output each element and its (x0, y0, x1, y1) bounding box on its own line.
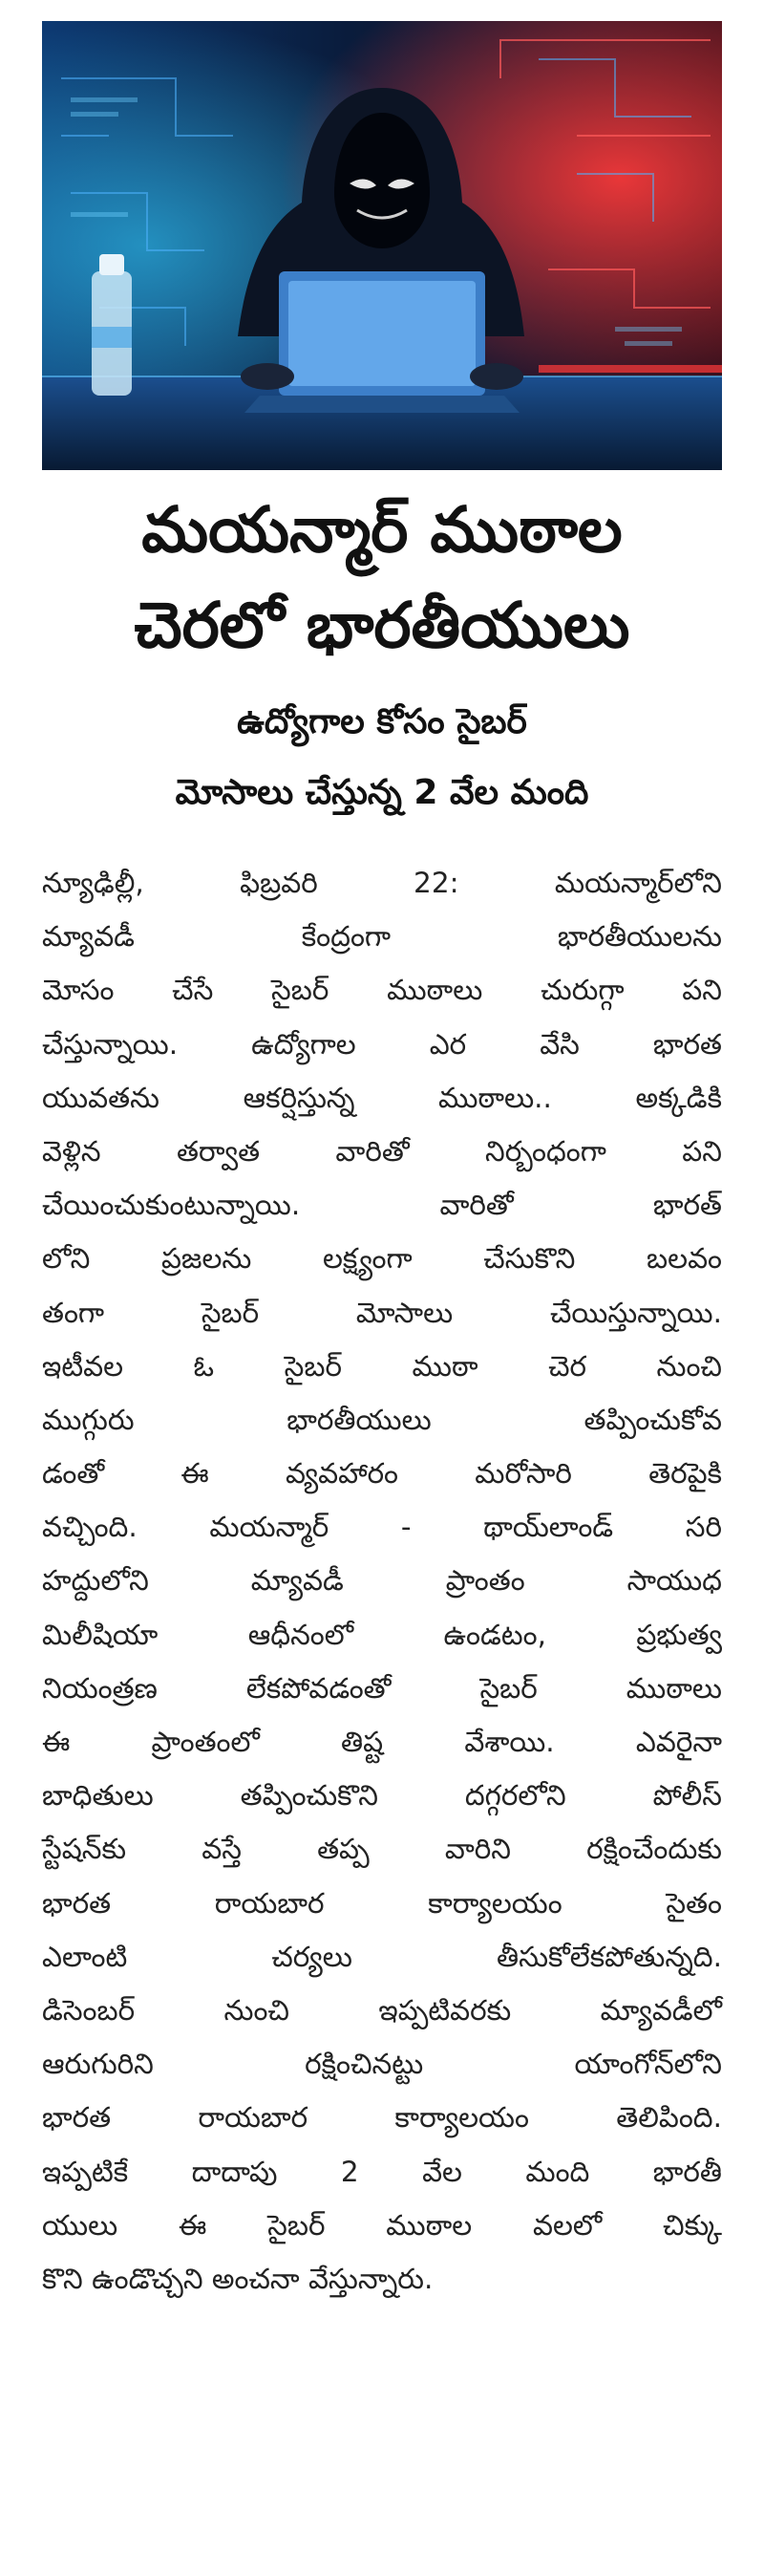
article-line: బాధితులు తప్పించుకొని దగ్గరలోని పోలీస్ (42, 1779, 722, 1813)
headline-line-1: మయన్మార్ ముఠాల (141, 493, 623, 567)
article-line: వచ్చింది. మయన్మార్ - థాయ్‌లాండ్ సరి (42, 1511, 722, 1544)
article-line: స్టేషన్‌కు వస్తే తప్ప వారిని రక్షించేందుకు (42, 1833, 722, 1866)
article-line: వెళ్లిన తర్వాత వారితో నిర్బంధంగా పని (42, 1134, 722, 1168)
article-line: ఆరుగురిని రక్షించినట్టు యాంగోన్‌లోని (42, 2048, 722, 2081)
hero-image (42, 21, 722, 470)
article-line: యువతను ఆకర్షిస్తున్న ముఠాలు.. అక్కడికి (42, 1081, 722, 1114)
article-line: చేస్తున్నాయి. ఉద్యోగాల ఎర వేసి భారత (42, 1027, 722, 1061)
article-line: భారత రాయబార కార్యాలయం సైతం (42, 1886, 722, 1920)
article-line: నియంత్రణ లేకపోవడంతో సైబర్ ముఠాలు (42, 1671, 722, 1705)
article-line: మోసం చేసే సైబర్ ముఠాలు చురుగ్గా పని (42, 974, 722, 1007)
article-line: హద్దులోని మ్యావడీ ప్రాంతం సాయుధ (42, 1564, 722, 1598)
article-line: మ్యావడీ కేంద్రంగా భారతీయులను (42, 920, 722, 954)
article-line: న్యూఢిల్లీ, ఫిబ్రవరి 22: మయన్మార్‌లోని (42, 867, 722, 899)
article-line: మిలీషియా ఆధీనంలో ఉండటం, ప్రభుత్వ (42, 1618, 722, 1651)
article-line: లోని ప్రజలను లక్ష్యంగా చేసుకొని బలవం (42, 1242, 722, 1276)
article-line: కొని ఉండొచ్చని అంచనా వేస్తున్నారు. (42, 2262, 434, 2295)
article-line: డంతో ఈ వ్యవహారం మరోసారి తెరపైకి (42, 1457, 722, 1491)
article-line: ముగ్గురు భారతీయులు తప్పించుకోవ (42, 1403, 722, 1436)
subheadline-line-2: మోసాలు చేస్తున్న 2 వేల మంది (175, 773, 589, 812)
article-line: ఈ ప్రాంతంలో తిష్ట వేశాయి. ఎవరైనా (42, 1726, 722, 1758)
article-line: తంగా సైబర్ మోసాలు చేయిస్తున్నాయి. (42, 1296, 722, 1329)
article-line: ఎలాంటి చర్యలు తీసుకోలేకపోతున్నది. (42, 1940, 722, 1973)
article-line: భారత రాయబార కార్యాలయం తెలిపింది. (42, 2101, 722, 2135)
hacker-illustration-icon (42, 21, 722, 470)
headline-line-2: చెరలో భారతీయులు (134, 589, 630, 662)
article-body (42, 856, 722, 2306)
article-line: డిసెంబర్ నుంచి ఇప్పటివరకు మ్యావడీలో (42, 1993, 722, 2027)
article-line: ఇటీవల ఓ సైబర్ ముఠా చెర నుంచి (42, 1349, 722, 1383)
article-line: చేయించుకుంటున్నాయి. వారితో భారత్ (42, 1189, 722, 1222)
article-line: యులు ఈ సైబర్ ముఠాల వలలో చిక్కు (42, 2208, 722, 2242)
subheadline-line-1: ఉద్యోగాల కోసం సైబర్ (237, 702, 527, 741)
article-line: ఇప్పటికే దాదాపు 2 వేల మంది భారతీ (42, 2155, 722, 2188)
